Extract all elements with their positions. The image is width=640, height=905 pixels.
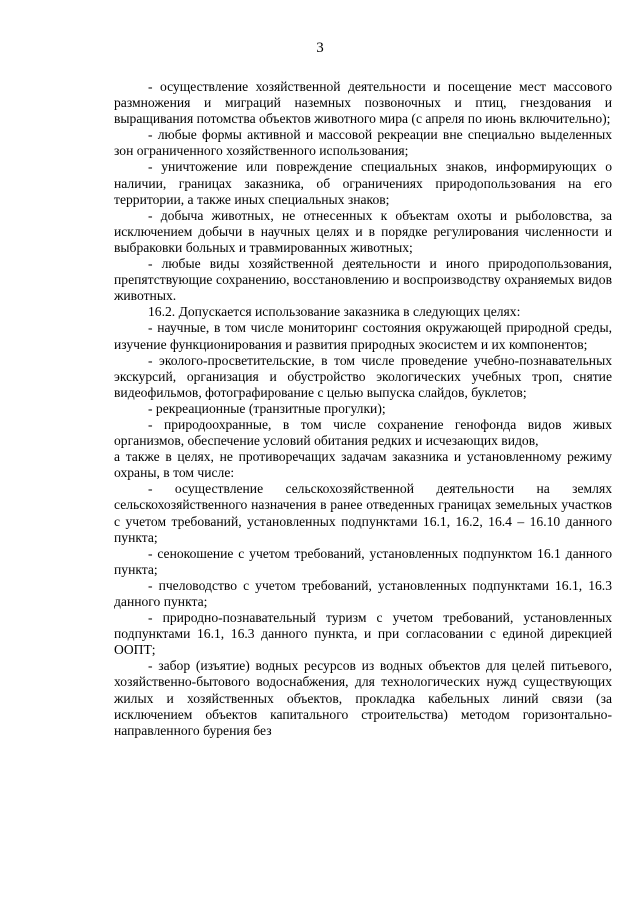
paragraph: - сенокошение с учетом требований, установленных подпунктом 16.1 данного пункта; — [114, 545, 612, 577]
paragraph: - научные, в том числе мониторинг состояния окружающей природной среды, изучение функционирования и развития природных экосистем и их компонентов; — [114, 320, 612, 352]
paragraph: - забор (изъятие) водных ресурсов из водных объектов для целей питьевого, хозяйственно-бытового водоснабжения, для технологических нужд существующих жилых и хозяйственных объектов, прокладка кабельных линий связи (за исключением объектов капитального строительства) методом горизонтально-направленного бурения без — [114, 658, 612, 738]
paragraph: - пчеловодство с учетом требований, установленных подпунктами 16.1, 16.3 данного пункта; — [114, 577, 612, 609]
paragraph: - любые виды хозяйственной деятельности и иного природопользования, препятствующие сохранению, восстановлению и воспроизводству охраняемых видов животных. — [114, 256, 612, 304]
paragraph: 16.2. Допускается использование заказника в следующих целях: — [148, 304, 521, 320]
paragraph: - любые формы активной и массовой рекреации вне специально выделенных зон ограниченного хозяйственного использования; — [114, 127, 612, 159]
page-number: 3 — [316, 40, 324, 56]
paragraph: - природно-познавательный туризм с учетом требований, установленных подпунктами 16.1, 16.3 данного пункта, и при согласовании с единой дирекцией ООПТ; — [114, 610, 612, 658]
paragraph: - рекреационные (транзитные прогулки); — [148, 400, 386, 416]
paragraph: - осуществление сельскохозяйственной деятельности на землях сельскохозяйственного назначения в ранее отведенных границах земельных участков с учетом требований, установленных подпунктами 16.1, 16.2, 16.4 – 16.10 данного пункта; — [114, 481, 612, 545]
paragraph: - добыча животных, не отнесенных к объектам охоты и рыболовства, за исключением добычи в научных целях и в порядке регулирования численности и выбраковки больных и травмированных животных; — [114, 207, 612, 255]
paragraph: - природоохранные, в том числе сохранение генофонда видов живых организмов, обеспечение условий обитания редких и исчезающих видов, — [114, 416, 612, 449]
document-body — [114, 79, 612, 739]
paragraph: - эколого-просветительские, в том числе проведение учебно-познавательных экскурсий, организация и обустройство экологических учебных троп, снятие видеофильмов, фотографирование с целью выпуска слайдов, буклетов; — [114, 352, 612, 400]
paragraph: - осуществление хозяйственной деятельности и посещение мест массового размножения и миграций наземных позвоночных и птиц, гнездования и выращивания потомства объектов животного мира (с апреля по июнь включительно); — [114, 79, 612, 127]
paragraph: а также в целях, не противоречащих задачам заказника и установленному режиму охраны, в том числе: — [114, 449, 612, 481]
paragraph: - уничтожение или повреждение специальных знаков, информирующих о наличии, границах заказника, об ограничениях природопользования на его территории, а также иных специальных знаков; — [114, 159, 612, 207]
